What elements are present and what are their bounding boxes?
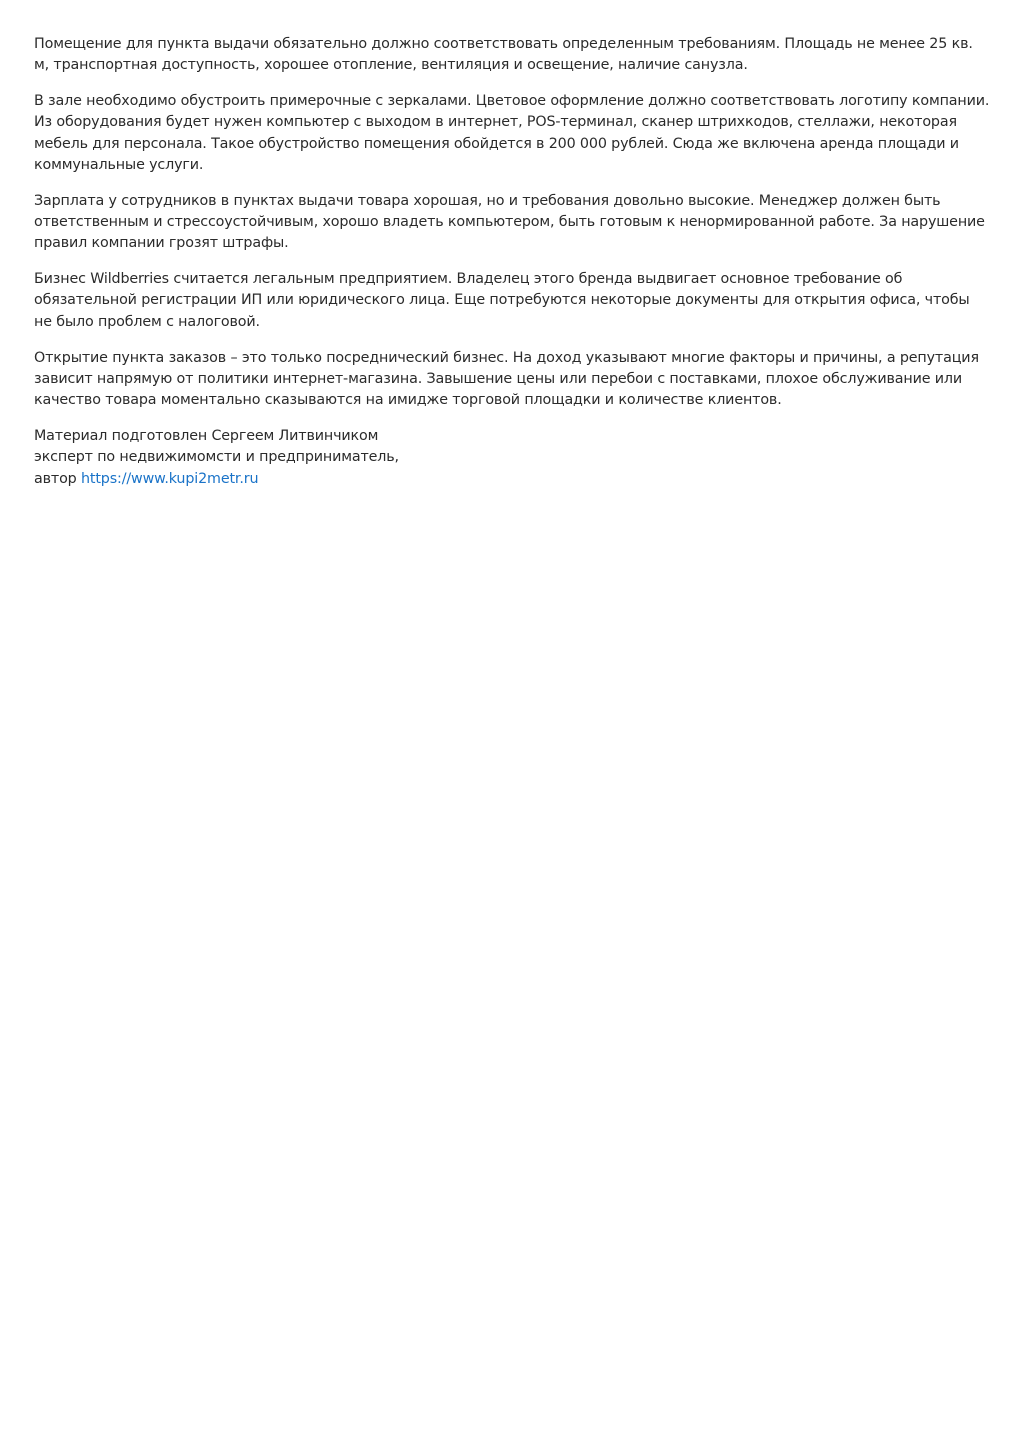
paragraph-premises-requirements: Помещение для пункта выдачи обязательно должно соответствовать определенным требованиям. Площадь не менее 25 кв. м, транспортная доступность, хорошее отопление, вентиляция и освещение, наличие санузла.: [34, 36, 973, 74]
author-signature: [34, 426, 990, 490]
signature-line-prepared-by: Материал подготовлен Сергеем Литвинчиком: [34, 427, 379, 444]
paragraph-equipment: В зале необходимо обустроить примерочные с зеркалами. Цветовое оформление должно соответствовать логотипу компании. Из оборудования будет нужен компьютер с выходом в интернет, POS-терминал, сканер штрихкодов, стеллажи, некоторая мебель для персонала. Такое обустройство помещения обойдется в 200 000 рублей. Сюда же включена аренда площади и коммунальные услуги.: [34, 93, 990, 173]
signature-line-expert: эксперт по недвижимомсти и предприниматель,: [34, 449, 399, 466]
author-website-link[interactable]: https://www.kupi2metr.ru: [80, 470, 259, 487]
paragraph-legal-registration: Бизнес Wildberries считается легальным предприятием. Владелец этого бренда выдвигает основное требование об обязательной регистрации ИП или юридического лица. Еще потребуются некоторые документы для открытия офиса, чтобы не было проблем с налоговой.: [34, 271, 970, 330]
paragraph-intermediary-business: Открытие пункта заказов – это только посреднический бизнес. На доход указывают многие факторы и причины, а репутация зависит напрямую от политики интернет-магазина. Завышение цены или перебои с поставками, плохое обслуживание или качество товара моментально сказываются на имидже торговой площадки и количестве клиентов.: [34, 349, 979, 409]
paragraph-staff-salary: Зарплата у сотрудников в пунктах выдачи товара хорошая, но и требования довольно высокие. Менеджер должен быть ответственным и стрессоустойчивым, хорошо владеть компьютером, быть готовым к ненормированной работе. За нарушение правил компании грозят штрафы.: [34, 192, 985, 252]
article-body: [34, 34, 990, 490]
signature-line-author: [34, 469, 990, 490]
author-prefix: автор: [34, 470, 81, 487]
